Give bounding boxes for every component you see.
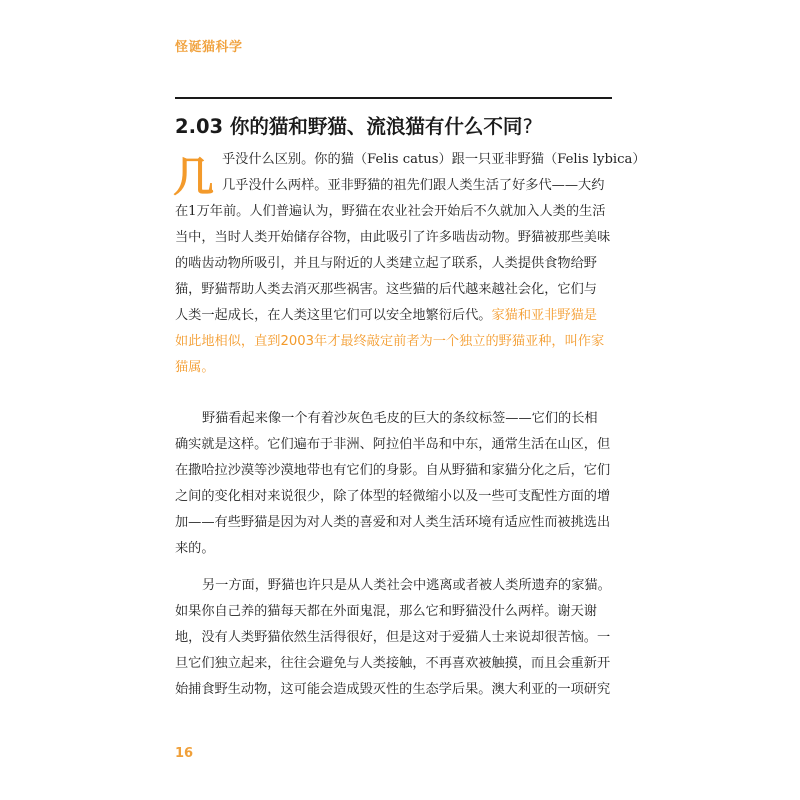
title-rule <box>175 97 612 99</box>
running-head: 怪诞猫科学 <box>175 40 243 55</box>
paragraph-line: 旦它们独立起来，往往会避免与人类接触，不再喜欢被触摸，而且会重新开 <box>175 656 611 671</box>
paragraph-line-mixed <box>175 303 612 329</box>
paragraph-line: 野猫看起来像一个有着沙灰色毛皮的巨大的条纹标签——它们的长相 <box>202 411 598 426</box>
paragraph-line: 在1万年前。人们普遍认为，野猫在农业社会开始后不久就加入人类的生活 <box>175 204 606 219</box>
paragraph-line: 乎没什么区别。你的猫（Felis catus）跟一只亚非野猫（Felis lybica） <box>222 152 646 167</box>
highlighted-text: 家猫和亚非野猫是 <box>491 308 597 323</box>
paragraph-line: 加——有些野猫是因为对人类的喜爱和对人类生活环境有适应性而被挑选出 <box>175 515 611 530</box>
highlighted-line: 猫属。 <box>175 360 215 375</box>
section-title-question-mark: ? <box>522 115 533 138</box>
paragraph-line: 确实就是这样。它们遍布于非洲、阿拉伯半岛和中东，通常生活在山区，但 <box>175 437 611 452</box>
paragraph-line: 的啮齿动物所吸引，并且与附近的人类建立起了联系，人类提供食物给野 <box>175 256 597 271</box>
paragraph-line: 当中，当时人类开始储存谷物，由此吸引了许多啮齿动物。野猫被那些美味 <box>175 230 611 245</box>
page-number: 16 <box>175 746 194 761</box>
highlighted-line: 如此地相似，直到2003年才最终敲定前者为一个独立的野猫亚种，叫作家 <box>175 334 605 349</box>
paragraph-line: 始捕食野生动物，这可能会造成毁灭性的生态学后果。澳大利亚的一项研究 <box>175 682 611 697</box>
paragraph-1 <box>175 147 646 381</box>
drop-cap: 几 <box>173 153 214 201</box>
paragraph-2 <box>175 406 612 562</box>
paragraph-line: 地，没有人类野猫依然生活得很好，但是这对于爱猫人士来说却很苦恼。一 <box>175 630 611 645</box>
section-title-text: 你的猫和野猫、流浪猫有什么不同 <box>229 115 523 138</box>
paragraph-3 <box>175 573 612 703</box>
paragraph-text: 人类一起成长，在人类这里它们可以安全地繁衍后代。 <box>175 308 492 323</box>
section-title <box>175 111 533 139</box>
paragraph-line: 如果你自己养的猫每天都在外面鬼混，那么它和野猫没什么两样。谢天谢 <box>175 604 597 619</box>
paragraph-line: 在撒哈拉沙漠等沙漠地带也有它们的身影。自从野猫和家猫分化之后，它们 <box>175 463 611 478</box>
paragraph-line: 另一方面，野猫也许只是从人类社会中逃离或者被人类所遗弃的家猫。 <box>202 578 611 593</box>
paragraph-line: 猫，野猫帮助人类去消灭那些祸害。这些猫的后代越来越社会化，它们与 <box>175 282 597 297</box>
section-number: 2.03 <box>175 115 224 138</box>
paragraph-line: 来的。 <box>175 541 215 556</box>
paragraph-line: 几乎没什么两样。亚非野猫的祖先们跟人类生活了好多代——大约 <box>222 178 605 193</box>
paragraph-line: 之间的变化相对来说很少，除了体型的轻微缩小以及一些可支配性方面的增 <box>175 489 611 504</box>
